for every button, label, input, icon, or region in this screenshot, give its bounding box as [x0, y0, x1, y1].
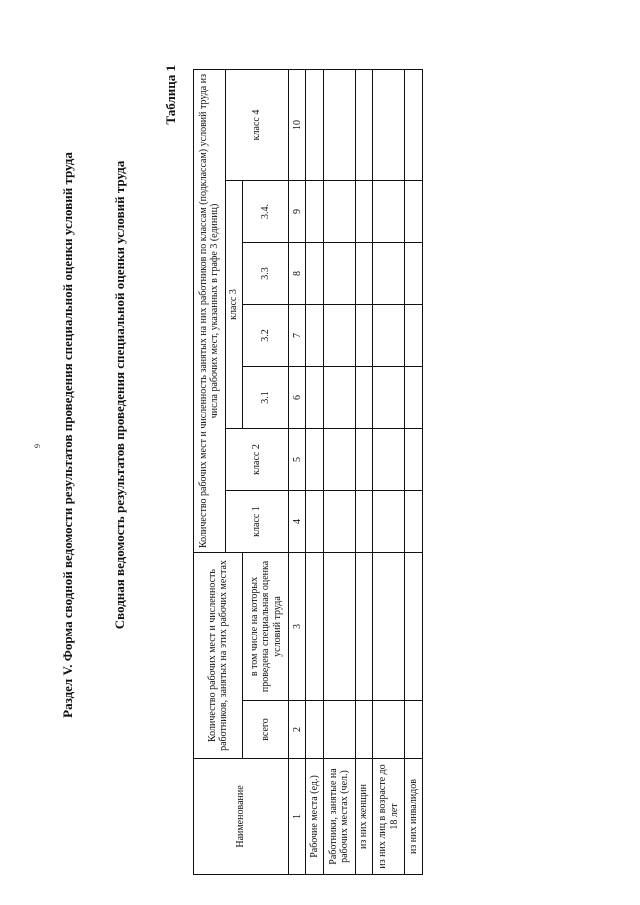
table-cell: [306, 490, 324, 552]
table-cell: [323, 490, 355, 552]
table-cell: [405, 304, 423, 366]
document-title: Сводная ведомость результатов проведения специальной оценки условий труда: [112, 160, 127, 630]
col-number: 9: [289, 180, 306, 242]
col-number: 2: [289, 701, 306, 759]
table-cell: [306, 552, 324, 700]
col-number: 1: [289, 759, 306, 875]
table-row: [373, 69, 405, 874]
header-class1: класс 1: [225, 490, 289, 552]
header-classes-group: Количество рабочих мест и численность занятых на них работников по классам (подклассам) условий труда из числа рабочих мест, указанных в графе 3 (единиц): [194, 69, 226, 552]
table-cell: [323, 242, 355, 304]
header-assessed: в том числе на которых проведена специальная оценка условий труда: [243, 552, 289, 700]
col-number: 8: [289, 242, 306, 304]
summary-table: [193, 69, 423, 875]
col-number: 6: [289, 366, 306, 428]
row-label: из них женщин: [355, 759, 373, 875]
header-name: Наименование: [194, 759, 289, 875]
page-number: 9: [33, 444, 42, 448]
table-cell: [405, 242, 423, 304]
table-cell: [355, 490, 373, 552]
table-cell: [405, 428, 423, 490]
table-cell: [373, 701, 405, 759]
col-number: 7: [289, 304, 306, 366]
table-cell: [323, 366, 355, 428]
table-cell: [405, 552, 423, 700]
table-cell: [323, 428, 355, 490]
table-row: [306, 69, 324, 874]
table-cell: [306, 242, 324, 304]
table-cell: [355, 242, 373, 304]
table-cell: [373, 428, 405, 490]
table-cell: [355, 304, 373, 366]
header-sub33: 3.3: [243, 242, 289, 304]
table-cell: [306, 701, 324, 759]
table-cell: [355, 69, 373, 180]
table-cell: [405, 701, 423, 759]
table-cell: [306, 69, 324, 180]
table-cell: [306, 304, 324, 366]
table-cell: [355, 552, 373, 700]
table-cell: [323, 701, 355, 759]
header-total: всего: [243, 701, 289, 759]
table-cell: [405, 490, 423, 552]
section-title: Раздел V. Форма сводной ведомости результатов проведения специальной оценки условий труда: [60, 152, 75, 718]
table-cell: [355, 180, 373, 242]
col-number: 3: [289, 552, 306, 700]
col-number: 4: [289, 490, 306, 552]
row-label: из них лиц в возрасте до 18 лет: [373, 759, 405, 875]
row-label: Рабочие места (ед.): [306, 759, 324, 875]
table-caption: Таблица 1: [163, 65, 178, 125]
row-label: из них инвалидов: [405, 759, 423, 875]
table-cell: [323, 180, 355, 242]
table-cell: [355, 366, 373, 428]
table-cell: [306, 180, 324, 242]
table-cell: [323, 304, 355, 366]
row-label: Работники, занятые на рабочих местах (чел.): [323, 759, 355, 875]
table-cell: [323, 69, 355, 180]
table-cell: [355, 701, 373, 759]
header-count-group: Количество рабочих мест и численность работников, занятых на этих рабочих местах: [194, 552, 243, 758]
table-cell: [373, 242, 405, 304]
table-cell: [373, 490, 405, 552]
header-sub31: 3.1: [243, 366, 289, 428]
table-cell: [373, 180, 405, 242]
table-row: [355, 69, 373, 874]
table-row: [323, 69, 355, 874]
table-cell: [373, 366, 405, 428]
header-sub32: 3.2: [243, 304, 289, 366]
header-class4: класс 4: [225, 69, 289, 180]
table-cell: [405, 180, 423, 242]
col-number: 5: [289, 428, 306, 490]
header-sub34: 3.4.: [243, 180, 289, 242]
table-cell: [306, 428, 324, 490]
table-cell: [373, 552, 405, 700]
header-class3: класс 3: [225, 180, 243, 428]
table-cell: [373, 69, 405, 180]
table-cell: [405, 366, 423, 428]
table-cell: [355, 428, 373, 490]
table-row: [405, 69, 423, 874]
table-cell: [405, 69, 423, 180]
column-number-row: [289, 69, 306, 874]
table-cell: [306, 366, 324, 428]
table-cell: [373, 304, 405, 366]
header-class2: класс 2: [225, 428, 289, 490]
table-cell: [323, 552, 355, 700]
col-number: 10: [289, 69, 306, 180]
